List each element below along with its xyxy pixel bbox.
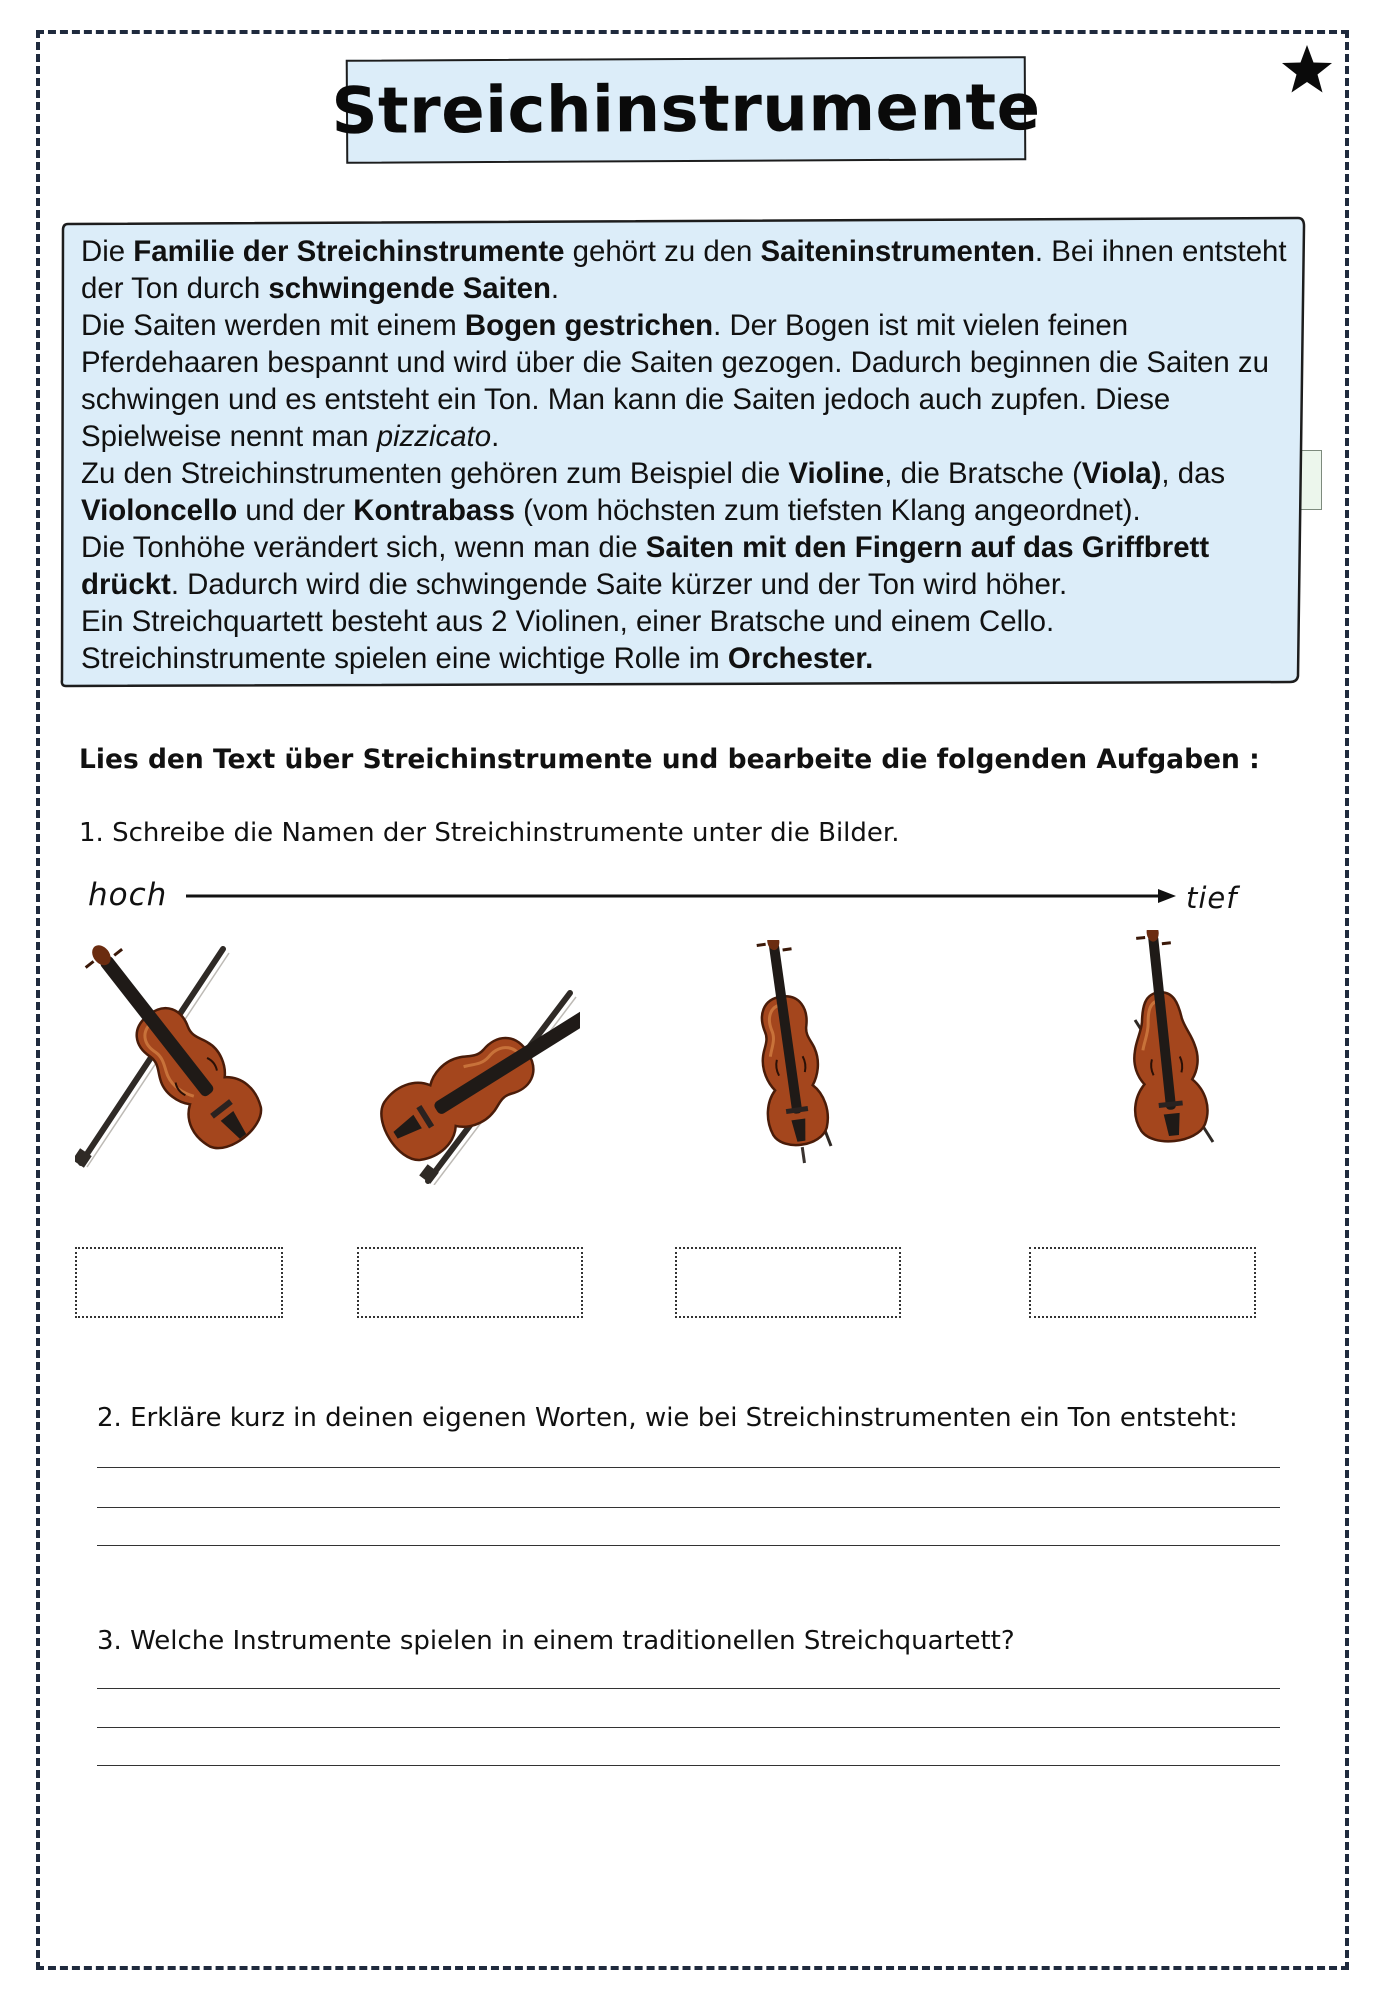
violin-with-bow-icon xyxy=(75,945,275,1170)
info-text-run: , das xyxy=(1161,457,1226,490)
info-text-run: (vom höchsten zum tiefsten Klang angeordnet). xyxy=(514,494,1141,527)
italic-term: pizzicato xyxy=(376,420,492,453)
info-text-run: . Dadurch wird die schwingende Saite kürzer und der Ton wird höher. xyxy=(170,568,1068,601)
bold-term: Familie der Streichinstrumente xyxy=(133,235,565,268)
info-text-run: Die Saiten werden mit einem xyxy=(81,309,465,342)
instructions: Lies den Text über Streichinstrumente und bearbeite die folgenden Aufgaben : xyxy=(79,744,1260,775)
info-paragraph xyxy=(81,455,1301,529)
info-text-run: Die Tonhöhe verändert sich, wenn man die xyxy=(81,531,646,564)
title-box xyxy=(331,56,1041,164)
bold-term: Violoncello xyxy=(81,494,238,527)
info-text-run: gehört zu den xyxy=(564,235,761,268)
task-3-label: 3. Welche Instrumente spielen in einem traditionellen Streichquartett? xyxy=(97,1626,1015,1656)
info-paragraph xyxy=(81,233,1301,307)
answer-line[interactable] xyxy=(97,1765,1280,1766)
answer-line[interactable] xyxy=(97,1507,1280,1508)
bold-term: Kontrabass xyxy=(353,494,515,527)
cello-icon xyxy=(735,940,845,1165)
bold-term: Orchester. xyxy=(727,642,874,675)
bold-term: Bogen gestrichen xyxy=(464,309,714,342)
answer-box-viola[interactable] xyxy=(357,1247,583,1318)
task-1-label: 1. Schreibe die Namen der Streichinstrumente unter die Bilder. xyxy=(79,818,900,848)
bold-term: Saiteninstrumenten xyxy=(760,235,1035,268)
task-2-label: 2. Erkläre kurz in deinen eigenen Worten, wie bei Streichinstrumenten ein Ton entsteht: xyxy=(97,1403,1238,1433)
info-text-run: . xyxy=(491,420,500,453)
viola-with-bow-icon xyxy=(370,972,580,1185)
scale-low-label: tief xyxy=(1186,881,1238,915)
bold-term: Viola) xyxy=(1081,457,1162,490)
info-text-run: Zu den Streichinstrumenten gehören zum Beispiel die xyxy=(81,457,789,490)
pitch-arrow-icon xyxy=(186,886,1176,906)
info-text-run: und der xyxy=(237,494,354,527)
info-paragraph xyxy=(81,603,1301,640)
info-text-run: Die xyxy=(81,235,134,268)
answer-box-violin[interactable] xyxy=(75,1247,283,1318)
answer-box-double-bass[interactable] xyxy=(1029,1247,1256,1318)
star-icon xyxy=(1280,42,1334,96)
answer-line[interactable] xyxy=(97,1467,1280,1468)
answer-line[interactable] xyxy=(97,1727,1280,1728)
answer-box-cello[interactable] xyxy=(675,1247,901,1318)
info-text-run: . Der Bogen ist mit vielen feinen Pferdehaaren bespannt und wird über die Saiten gezogen. Dadurch beginnen die Saiten zu schwingen und es entsteht ein Ton. Man kann die Saiten jedoch auch zupfen. Diese Spielweise nennt man xyxy=(81,309,1269,453)
bold-term: Violine xyxy=(788,457,885,490)
info-paragraph xyxy=(81,529,1301,603)
bold-term: schwingende Saiten xyxy=(268,272,551,305)
info-text-run: Streichinstrumente spielen eine wichtige Rolle im xyxy=(81,642,728,675)
info-text-run: . xyxy=(550,272,560,305)
scale-high-label: hoch xyxy=(88,877,168,913)
double-bass-icon xyxy=(1105,930,1225,1155)
bold-term: Saiten mit den Fingern auf das Griffbrett drückt xyxy=(81,531,1210,601)
info-text-run: , die Bratsche ( xyxy=(884,457,1082,490)
answer-line[interactable] xyxy=(97,1688,1280,1689)
answer-line[interactable] xyxy=(97,1545,1280,1546)
info-text xyxy=(81,233,1301,677)
info-paragraph xyxy=(81,307,1301,455)
info-paragraph xyxy=(81,640,1301,677)
info-text-run: Ein Streichquartett besteht aus 2 Violinen, einer Bratsche und einem Cello. xyxy=(81,605,1055,638)
info-text-run: . Bei ihnen entsteht der Ton durch xyxy=(81,235,1287,305)
page-title: Streichinstrumente xyxy=(331,71,1041,149)
